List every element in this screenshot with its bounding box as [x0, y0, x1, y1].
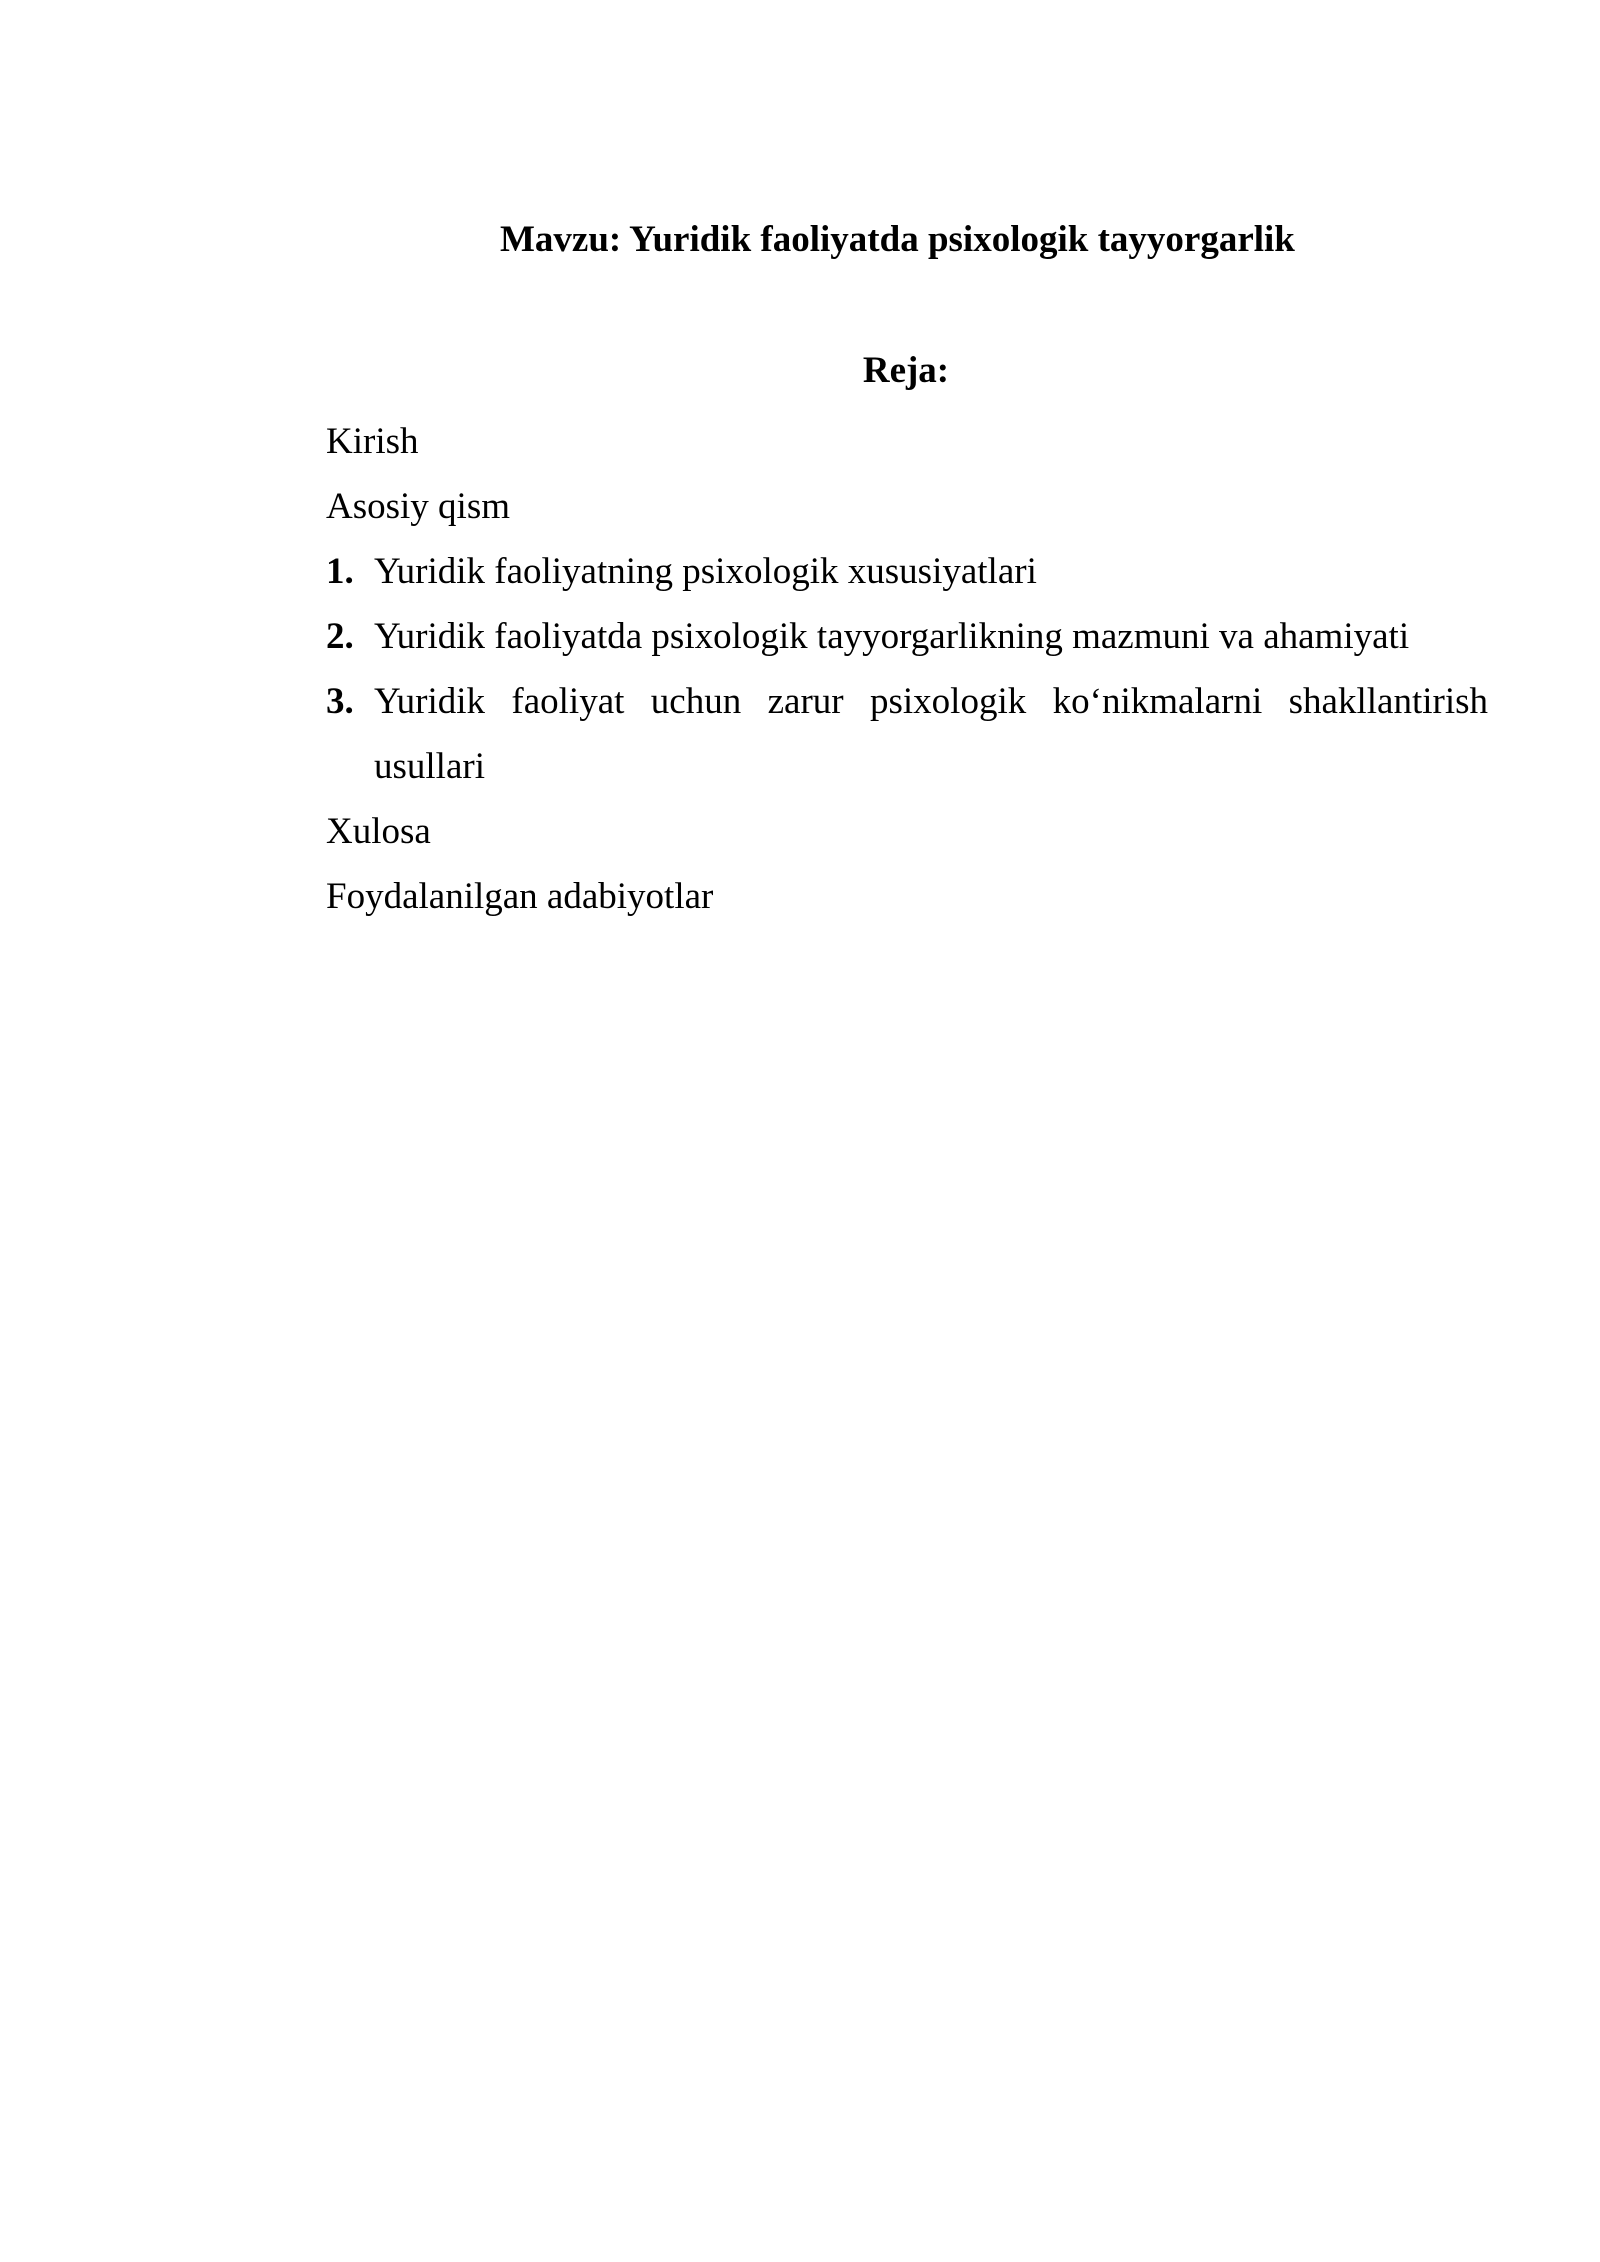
plan-main-part: Asosiy qism	[326, 486, 511, 527]
plan-item-3	[326, 669, 1488, 799]
plan-item-2	[326, 604, 1488, 669]
plan-item-text: Yuridik faoliyat uchun zarur psixologik ko‘nikmalarni shakllantirish	[374, 681, 1488, 722]
plan-item-text: Yuridik faoliyatda psixologik tayyorgarlikning mazmuni va ahamiyati	[374, 616, 1410, 657]
plan-intro: Kirish	[326, 421, 419, 462]
plan-item-text: Yuridik faoliyatning psixologik xususiyatlari	[374, 551, 1037, 592]
plan-item-number: 2.	[326, 616, 354, 657]
page-title: Mavzu: Yuridik faoliyatda psixologik tayyorgarlik	[500, 219, 1295, 260]
plan-item-number: 1.	[326, 551, 354, 592]
plan-item-text-continued: usullari	[374, 746, 485, 787]
plan-heading-row	[0, 349, 1600, 393]
plan-item-text-block	[374, 669, 1488, 799]
plan-item-1	[326, 539, 1488, 604]
plan-conclusion: Xulosa	[326, 811, 431, 852]
plan-item-number: 3.	[326, 681, 354, 722]
plan-references: Foydalanilgan adabiyotlar	[326, 876, 714, 917]
plan-heading: Reja:	[862, 350, 950, 391]
plan-list	[326, 409, 1488, 929]
